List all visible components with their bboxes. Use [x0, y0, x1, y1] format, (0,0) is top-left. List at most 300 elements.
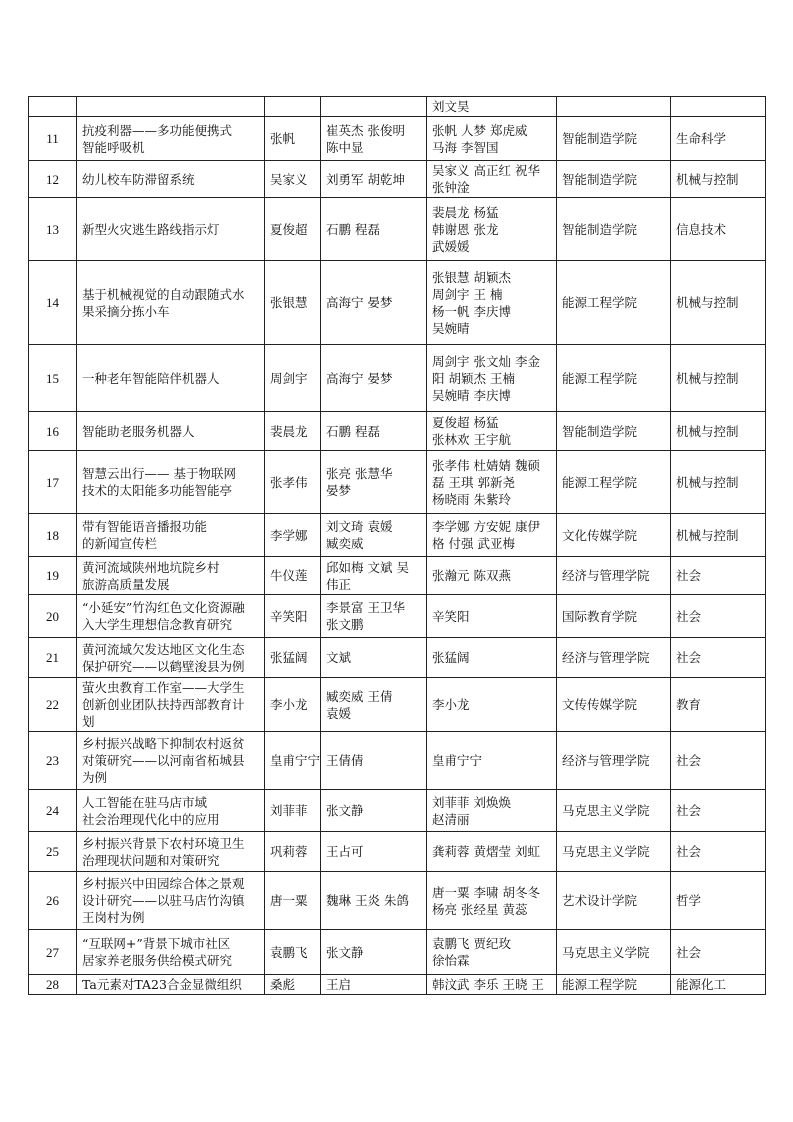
- category-line: 社会: [676, 608, 702, 624]
- cell-category: [671, 97, 766, 117]
- college-line: 国际教育学院: [562, 608, 638, 624]
- table-row: [29, 595, 766, 638]
- advisors-line: 袁媛: [326, 705, 352, 721]
- cell-project: [77, 198, 265, 261]
- cell-no: 17: [29, 451, 77, 514]
- table-row: [29, 638, 766, 678]
- cell-advisors: [321, 451, 427, 514]
- category-line: 社会: [676, 753, 702, 768]
- category-line: 教育: [676, 697, 702, 712]
- cell-category: [671, 345, 766, 412]
- cell-project: [77, 451, 265, 514]
- college-line: 能源工程学院: [562, 295, 638, 310]
- leader-line: 张孝伟: [270, 474, 308, 490]
- cell-college: [557, 514, 671, 557]
- table-row: [29, 678, 766, 732]
- members-line: 磊 王琪 郭新尧: [432, 474, 515, 490]
- project-line: 对策研究——以河南省柘城县: [82, 753, 245, 768]
- project-line: 乡村振兴中田园综合体之景观: [82, 876, 245, 891]
- members-line: 张瀚元 陈双燕: [432, 568, 511, 583]
- cell-category: [671, 161, 766, 198]
- cell-advisors: [321, 678, 427, 732]
- project-line: 社会治理现代化中的应用: [82, 811, 220, 827]
- leader-line: 张猛阔: [270, 650, 308, 665]
- project-line: 基于机械视觉的自动跟随式水: [82, 286, 245, 302]
- cell-college: [557, 161, 671, 198]
- cell-college: [557, 198, 671, 261]
- cell-college: [557, 975, 671, 995]
- members-line: 夏俊超 杨猛: [432, 415, 499, 430]
- cell-category: [671, 638, 766, 678]
- cell-advisors: [321, 732, 427, 790]
- project-line: 治理现状问题和对策研究: [82, 852, 220, 868]
- cell-no: 26: [29, 872, 77, 930]
- project-line: 保护研究——以鹤壁浚县为例: [82, 658, 245, 674]
- cell-no: 27: [29, 930, 77, 975]
- cell-college: [557, 97, 671, 117]
- members-line: 周剑宇 王 楠: [432, 286, 503, 302]
- leader-line: 张帆: [270, 131, 296, 146]
- table-row: [29, 345, 766, 412]
- college-line: 能源工程学院: [562, 474, 638, 490]
- advisors-line: 张文鹏: [326, 617, 364, 632]
- table-row: [29, 514, 766, 557]
- advisors-line: 陈中显: [326, 139, 364, 155]
- leader-line: 袁鹏飞: [270, 944, 308, 960]
- cell-no: 16: [29, 412, 77, 451]
- advisors-line: 文斌: [326, 650, 352, 665]
- project-line: 智能助老服务机器人: [82, 423, 195, 439]
- cell-advisors: [321, 97, 427, 117]
- project-line: 带有智能语音播报功能: [82, 519, 208, 534]
- cell-college: [557, 117, 671, 161]
- project-line: 智慧云出行—— 基于物联网: [82, 466, 236, 481]
- category-line: 机械与控制: [676, 370, 739, 386]
- members-line: 武媛媛: [432, 238, 470, 254]
- project-table: [28, 96, 766, 995]
- cell-no: 18: [29, 514, 77, 557]
- table-row: [29, 832, 766, 872]
- college-line: 能源工程学院: [562, 370, 638, 386]
- cell-project: [77, 117, 265, 161]
- table-row: [29, 872, 766, 930]
- leader-line: 皇甫宁宁: [270, 753, 321, 768]
- cell-advisors: [321, 161, 427, 198]
- cell-members: [427, 930, 557, 975]
- cell-category: [671, 790, 766, 832]
- cell-no: 25: [29, 832, 77, 872]
- cell-college: [557, 638, 671, 678]
- cell-project: [77, 930, 265, 975]
- project-line: 居家养老服务供给模式研究: [82, 953, 233, 968]
- cell-advisors: [321, 261, 427, 345]
- cell-college: [557, 595, 671, 638]
- members-line: 龚莉蓉 黄熠莹 刘虹: [432, 844, 540, 859]
- cell-members: [427, 161, 557, 198]
- members-line: 张钟淦: [432, 180, 470, 195]
- category-line: 社会: [676, 568, 702, 583]
- cell-members: [427, 790, 557, 832]
- members-line: 韩汶武 李乐 王晓 王: [432, 977, 544, 992]
- category-line: 生命科学: [676, 131, 727, 146]
- table-row: [29, 975, 766, 995]
- leader-line: 周剑宇: [270, 370, 308, 386]
- advisors-line: 臧奕威: [326, 536, 364, 551]
- project-line: 乡村振兴战略下抑制农村返贫: [82, 736, 245, 751]
- project-line: 果采摘分拣小车: [82, 303, 170, 319]
- cell-advisors: [321, 930, 427, 975]
- cell-category: [671, 117, 766, 161]
- advisors-line: 刘勇军 胡乾坤: [326, 171, 405, 187]
- college-line: 经济与管理学院: [562, 650, 650, 665]
- cell-no: 14: [29, 261, 77, 345]
- members-line: 张林欢 王宇航: [432, 432, 511, 447]
- cell-college: [557, 930, 671, 975]
- project-line: “小延安”竹沟红色文化资源融: [82, 600, 245, 615]
- cell-category: [671, 832, 766, 872]
- cell-advisors: [321, 514, 427, 557]
- cell-members: [427, 638, 557, 678]
- members-line: 周剑宇 张文灿 李金: [432, 353, 540, 369]
- category-line: 社会: [676, 650, 702, 665]
- cell-members: [427, 872, 557, 930]
- cell-college: [557, 678, 671, 732]
- members-line: 裴晨龙 杨猛: [432, 204, 499, 220]
- cell-leader: [265, 678, 321, 732]
- college-line: 文化传媒学院: [562, 527, 638, 543]
- advisors-line: 石鹏 程磊: [326, 423, 380, 439]
- members-line: 吴家义 高正红 祝华: [432, 163, 540, 178]
- cell-members: [427, 345, 557, 412]
- cell-members: [427, 678, 557, 732]
- cell-project: [77, 97, 265, 117]
- cell-project: [77, 790, 265, 832]
- cell-project: [77, 872, 265, 930]
- cell-leader: [265, 261, 321, 345]
- cell-members: [427, 595, 557, 638]
- leader-line: 刘菲菲: [270, 803, 308, 818]
- cell-college: [557, 557, 671, 595]
- project-line: Ta元素对TA23合金显微组织: [82, 977, 242, 992]
- advisors-line: 石鹏 程磊: [326, 221, 380, 237]
- cell-project: [77, 638, 265, 678]
- cell-leader: [265, 117, 321, 161]
- advisors-line: 张文静: [326, 803, 364, 818]
- advisors-line: 张亮 张慧华: [326, 466, 393, 481]
- college-line: 马克思主义学院: [562, 803, 650, 818]
- members-line: 马海 李智国: [432, 139, 499, 155]
- college-line: 艺术设计学院: [562, 893, 638, 908]
- category-line: 机械与控制: [676, 423, 739, 439]
- advisors-line: 张文静: [326, 944, 364, 960]
- project-line: 王岗村为例: [82, 910, 145, 925]
- members-line: 杨晓雨 朱紫玲: [432, 491, 511, 507]
- members-line: 辛笑阳: [432, 608, 470, 624]
- project-line: 设计研究——以驻马店竹沟镇: [82, 893, 245, 908]
- members-line: 格 付强 武亚梅: [432, 536, 515, 551]
- cell-leader: [265, 975, 321, 995]
- cell-members: [427, 832, 557, 872]
- project-line: 新型火灾逃生路线指示灯: [82, 221, 220, 237]
- cell-no: 15: [29, 345, 77, 412]
- cell-college: [557, 345, 671, 412]
- cell-college: [557, 451, 671, 514]
- members-line: 张孝伟 杜婧婧 魏硕: [432, 457, 540, 473]
- members-line: 李小龙: [432, 697, 470, 712]
- category-line: 能源化工: [676, 977, 727, 992]
- cell-category: [671, 930, 766, 975]
- cell-leader: [265, 557, 321, 595]
- cell-advisors: [321, 638, 427, 678]
- cell-leader: [265, 930, 321, 975]
- members-line: 杨亮 张经星 黄蕊: [432, 901, 528, 917]
- cell-no: 23: [29, 732, 77, 790]
- advisors-line: 刘文琦 袁媛: [326, 519, 393, 534]
- cell-project: [77, 161, 265, 198]
- cell-leader: [265, 595, 321, 638]
- cell-members: [427, 514, 557, 557]
- cell-category: [671, 595, 766, 638]
- leader-line: 辛笑阳: [270, 608, 308, 624]
- cell-leader: [265, 732, 321, 790]
- advisors-line: 臧奕威 王倩: [326, 688, 393, 704]
- advisors-line: 晏梦: [326, 483, 352, 498]
- cell-project: [77, 595, 265, 638]
- leader-line: 张银慧: [270, 295, 308, 310]
- cell-no: 22: [29, 678, 77, 732]
- college-line: 经济与管理学院: [562, 568, 650, 583]
- advisors-line: 高海宁 晏梦: [326, 295, 393, 310]
- advisors-line: 王启: [326, 977, 352, 992]
- cell-project: [77, 345, 265, 412]
- leader-line: 吴家义: [270, 171, 308, 187]
- project-line: 旅游高质量发展: [82, 576, 170, 592]
- college-line: 马克思主义学院: [562, 844, 650, 859]
- project-line: 黄河流域欠发达地区文化生态: [82, 641, 245, 657]
- table-row: [29, 732, 766, 790]
- advisors-line: 崔英杰 张俊明: [326, 122, 405, 138]
- cell-category: [671, 678, 766, 732]
- category-line: 社会: [676, 944, 702, 960]
- leader-line: 唐一粟: [270, 893, 308, 908]
- members-line: 吴婉晴: [432, 320, 470, 336]
- project-line: 乡村振兴背景下农村环境卫生: [82, 835, 245, 851]
- members-line: 皇甫宁宁: [432, 753, 483, 768]
- leader-line: 裴晨龙: [270, 423, 308, 439]
- members-line: 徐怡霖: [432, 953, 470, 968]
- project-line: 人工智能在驻马店市域: [82, 794, 208, 810]
- college-line: 智能制造学院: [562, 171, 638, 187]
- leader-line: 李小龙: [270, 697, 308, 712]
- cell-project: [77, 732, 265, 790]
- category-line: 社会: [676, 803, 702, 818]
- college-line: 智能制造学院: [562, 423, 638, 439]
- project-line: 创新创业团队扶持西部教育计: [82, 697, 245, 712]
- college-line: 能源工程学院: [562, 977, 638, 992]
- advisors-line: 伟正: [326, 576, 352, 592]
- cell-advisors: [321, 790, 427, 832]
- cell-members: [427, 117, 557, 161]
- cell-advisors: [321, 832, 427, 872]
- table-row: [29, 117, 766, 161]
- project-line: 黄河流域陕州地坑院乡村: [82, 559, 220, 575]
- cell-category: [671, 261, 766, 345]
- members-line: 阳 胡颖杰 王楠: [432, 370, 515, 386]
- cell-category: [671, 872, 766, 930]
- cell-category: [671, 451, 766, 514]
- cell-leader: [265, 97, 321, 117]
- table-row: [29, 261, 766, 345]
- category-line: 机械与控制: [676, 171, 739, 187]
- members-line: 吴婉晴 李庆博: [432, 387, 511, 403]
- cell-project: [77, 514, 265, 557]
- cell-category: [671, 412, 766, 451]
- cell-advisors: [321, 345, 427, 412]
- cell-leader: [265, 872, 321, 930]
- cell-project: [77, 557, 265, 595]
- table-row: [29, 790, 766, 832]
- members-line: 袁鹏飞 贾纪玫: [432, 936, 511, 951]
- advisors-line: 王占可: [326, 844, 364, 859]
- project-line: 一种老年智能陪伴机器人: [82, 370, 220, 386]
- cell-leader: [265, 638, 321, 678]
- college-line: 智能制造学院: [562, 131, 638, 146]
- members-line: 李学娜 方安妮 康伊: [432, 519, 540, 534]
- cell-advisors: [321, 198, 427, 261]
- cell-no: 21: [29, 638, 77, 678]
- cell-category: [671, 732, 766, 790]
- cell-no: 28: [29, 975, 77, 995]
- table-row: [29, 451, 766, 514]
- cell-advisors: [321, 872, 427, 930]
- members-line: 韩谢恩 张龙: [432, 221, 499, 237]
- project-line: 幼儿校车防滞留系统: [82, 171, 195, 187]
- cell-advisors: [321, 412, 427, 451]
- cell-project: [77, 412, 265, 451]
- project-line: 的新闻宣传栏: [82, 536, 158, 551]
- table-row: [29, 97, 766, 117]
- cell-leader: [265, 832, 321, 872]
- project-table-body: [29, 97, 766, 995]
- cell-members: [427, 412, 557, 451]
- category-line: 机械与控制: [676, 474, 739, 490]
- category-line: 信息技术: [676, 221, 727, 237]
- advisors-line: 高海宁 晏梦: [326, 370, 393, 386]
- table-row: [29, 198, 766, 261]
- cell-advisors: [321, 975, 427, 995]
- members-line: 赵清丽: [432, 811, 470, 827]
- college-line: 文传传媒学院: [562, 697, 638, 712]
- cell-category: [671, 975, 766, 995]
- cell-project: [77, 261, 265, 345]
- leader-line: 李学娜: [270, 527, 308, 543]
- members-line: 刘文昊: [432, 99, 470, 114]
- cell-members: [427, 732, 557, 790]
- cell-members: [427, 557, 557, 595]
- table-row: [29, 412, 766, 451]
- college-line: 经济与管理学院: [562, 753, 650, 768]
- project-line: 技术的太阳能多功能智能亭: [82, 483, 233, 498]
- table-row: [29, 161, 766, 198]
- cell-college: [557, 790, 671, 832]
- college-line: 智能制造学院: [562, 221, 638, 237]
- cell-members: [427, 97, 557, 117]
- leader-line: 桑彪: [270, 977, 296, 992]
- project-line: 萤火虫教育工作室——大学生: [82, 680, 245, 695]
- cell-no: 24: [29, 790, 77, 832]
- cell-leader: [265, 345, 321, 412]
- leader-line: 巩莉蓉: [270, 844, 308, 859]
- category-line: 机械与控制: [676, 527, 739, 543]
- cell-no: 19: [29, 557, 77, 595]
- cell-leader: [265, 161, 321, 198]
- advisors-line: 魏琳 王炎 朱鸽: [326, 893, 409, 908]
- project-line: 划: [82, 714, 95, 729]
- members-line: 唐一粟 李啸 胡冬冬: [432, 884, 540, 900]
- cell-leader: [265, 790, 321, 832]
- cell-college: [557, 261, 671, 345]
- members-line: 杨一帆 李庆博: [432, 303, 511, 319]
- cell-no: 20: [29, 595, 77, 638]
- cell-category: [671, 557, 766, 595]
- cell-advisors: [321, 557, 427, 595]
- cell-category: [671, 514, 766, 557]
- members-line: 张帆 人梦 郑虎威: [432, 122, 528, 138]
- leader-line: 牛仪莲: [270, 568, 308, 583]
- members-line: 张银慧 胡颖杰: [432, 269, 511, 285]
- cell-category: [671, 198, 766, 261]
- cell-project: [77, 678, 265, 732]
- cell-members: [427, 451, 557, 514]
- cell-project: [77, 975, 265, 995]
- table-row: [29, 930, 766, 975]
- category-line: 哲学: [676, 893, 702, 908]
- cell-members: [427, 975, 557, 995]
- cell-leader: [265, 514, 321, 557]
- category-line: 社会: [676, 844, 702, 859]
- project-line: 入大学生理想信念教育研究: [82, 617, 233, 632]
- advisors-line: 李景富 王卫华: [326, 600, 405, 615]
- college-line: 马克思主义学院: [562, 944, 650, 960]
- table-row: [29, 557, 766, 595]
- cell-no: 11: [29, 117, 77, 161]
- cell-leader: [265, 412, 321, 451]
- cell-members: [427, 261, 557, 345]
- leader-line: 夏俊超: [270, 221, 308, 237]
- project-line: “互联网+”背景下城市社区: [82, 936, 231, 951]
- cell-college: [557, 732, 671, 790]
- project-line: 抗疫利器——多功能便携式: [82, 122, 233, 138]
- category-line: 机械与控制: [676, 295, 739, 310]
- project-line: 为例: [82, 770, 108, 785]
- cell-no: 13: [29, 198, 77, 261]
- cell-advisors: [321, 117, 427, 161]
- cell-leader: [265, 451, 321, 514]
- cell-leader: [265, 198, 321, 261]
- cell-college: [557, 832, 671, 872]
- advisors-line: 王倩倩: [326, 753, 364, 768]
- cell-members: [427, 198, 557, 261]
- cell-no: [29, 97, 77, 117]
- project-line: 智能呼吸机: [82, 139, 145, 155]
- cell-college: [557, 412, 671, 451]
- cell-college: [557, 872, 671, 930]
- members-line: 刘菲菲 刘焕焕: [432, 794, 511, 810]
- cell-no: 12: [29, 161, 77, 198]
- members-line: 张猛阔: [432, 650, 470, 665]
- cell-project: [77, 832, 265, 872]
- advisors-line: 邱如梅 文斌 吴: [326, 559, 409, 575]
